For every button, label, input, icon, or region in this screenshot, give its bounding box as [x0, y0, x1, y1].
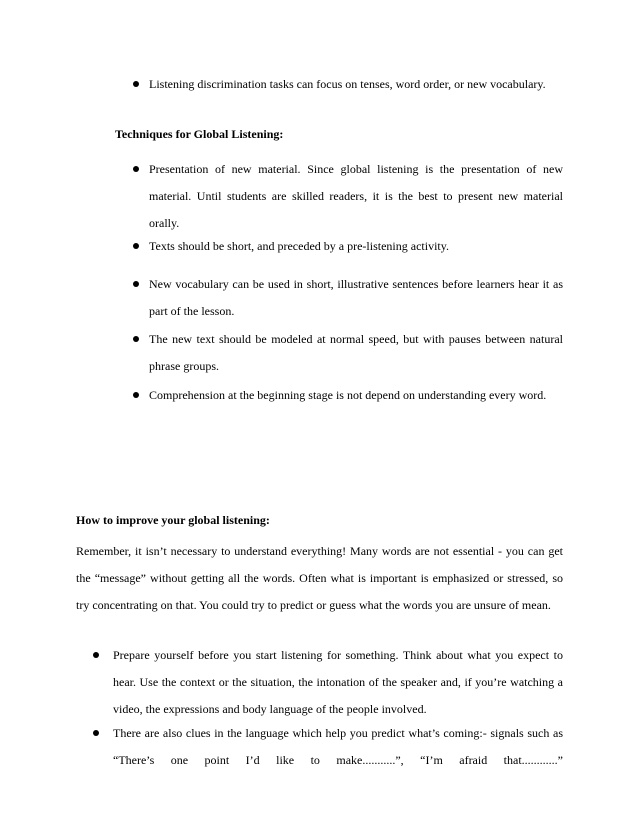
bullet-icon: [133, 166, 139, 172]
bullet-icon: [133, 243, 139, 249]
body-paragraph: Remember, it isn’t necessary to understand everything! Many words are not essential - you can get the “message” without getting all the words. Often what is important is emphasized or stressed, so try concentrating on that. You could try to predict or guess what the words you are unsure of mean.: [76, 544, 563, 612]
bullet-icon: [133, 81, 139, 87]
list-item: Presentation of new material. Since global listening is the presentation of new material. Until students are skilled readers, it is the best to present new material orally.: [149, 162, 563, 230]
bullet-icon: [93, 652, 99, 658]
list-item: Texts should be short, and preceded by a pre-listening activity.: [149, 239, 449, 253]
section-heading: How to improve your global listening:: [76, 513, 270, 527]
list-item: The new text should be modeled at normal speed, but with pauses between natural phrase groups.: [149, 332, 563, 373]
bullet-icon: [133, 392, 139, 398]
section-heading: Techniques for Global Listening:: [115, 127, 284, 141]
bullet-icon: [133, 281, 139, 287]
list-item: Listening discrimination tasks can focus on tenses, word order, or new vocabulary.: [149, 77, 546, 91]
bullet-icon: [93, 730, 99, 736]
list-item: New vocabulary can be used in short, illustrative sentences before learners hear it as part of the lesson.: [149, 277, 563, 318]
list-item: Comprehension at the beginning stage is not depend on understanding every word.: [149, 388, 547, 402]
list-item: There are also clues in the language which help you predict what’s coming:- signals such as “There’s one point I’d like to make...........”, “I’m afraid that............”: [113, 726, 563, 767]
bullet-icon: [133, 336, 139, 342]
list-item: Prepare yourself before you start listening for something. Think about what you expect to hear. Use the context or the situation, the intonation of the speaker and, if you’re watching a video, the expressions and body language of the people involved.: [113, 648, 563, 716]
